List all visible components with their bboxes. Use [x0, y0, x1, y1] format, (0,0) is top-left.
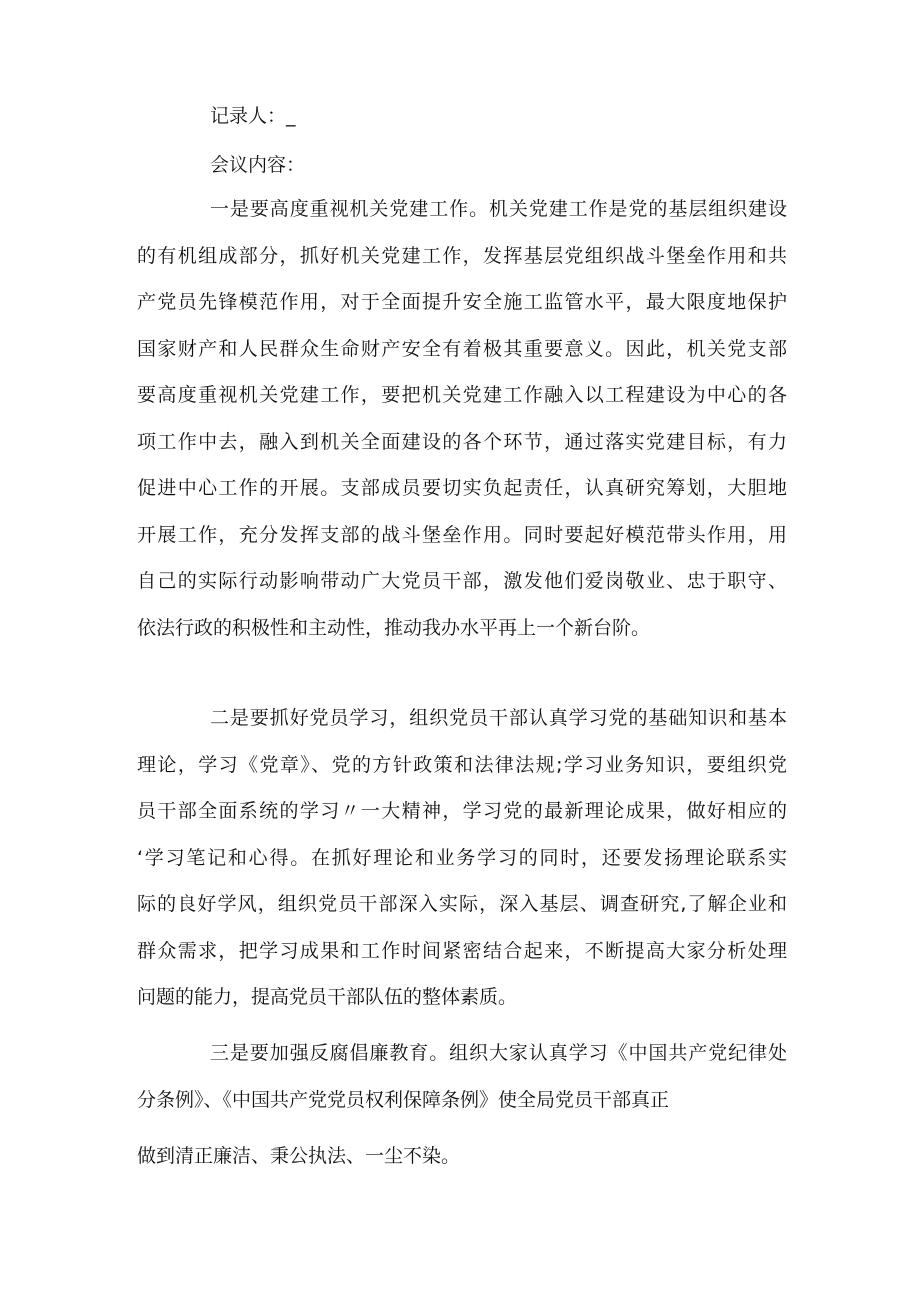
paragraph-line: 开展工作，充分发挥支部的战斗堡垒作用。同时要起好模范带头作用，用 — [137, 523, 787, 546]
paragraph-line: 一是要高度重视机关党建工作。机关党建工作是党的基层组织建设 — [210, 198, 787, 220]
paragraph-line: 要高度重视机关党建工作，要把机关党建工作融入以工程建设为中心的各 — [137, 384, 787, 406]
paragraph-line: 自己的实际行动影响带动广大党员干部，激发他们爱岗敬业、忠于职守、 — [137, 570, 787, 592]
paragraph-line: 三是要加强反腐倡廉教育。组织大家认真学习《中国共产党纪律处 — [210, 1042, 787, 1064]
paragraph-line: 促进中心工作的开展。支部成员要切实负起责任，认真研究筹划，大胆地 — [137, 477, 787, 499]
paragraph-line: 群众需求，把学习成果和工作时间紧密结合起来，不断提高大家分析处理 — [137, 939, 787, 962]
paragraph-line: 产党员先锋模范作用，对于全面提升安全施工监管水平，最大限度地保护 — [137, 291, 787, 313]
recorder-label: 记录人：_ — [210, 105, 296, 127]
paragraph-line: 国家财产和人民群众生命财产安全有着极其重要意义。因此，机关党支部 — [137, 337, 787, 360]
paragraph-line: 项工作中去，融入到机关全面建设的各个环节，通过落实党建目标，有力 — [137, 430, 787, 453]
paragraph-line: 做到清正廉洁、秉公执法、一尘不染。 — [137, 1145, 461, 1167]
paragraph-1 — [137, 186, 787, 651]
paragraph-3-continuation — [137, 1133, 787, 1180]
paragraph-line: ‘学习笔记和心得。在抓好理论和业务学习的同时，还要发扬理论联系实 — [137, 846, 787, 869]
paragraph-line: 理论，学习《党章》、党的方针政策和法律法规;学习业务知识，要组织党 — [137, 753, 787, 776]
paragraph-line: 的有机组成部分，抓好机关党建工作，发挥基层党组织战斗堡垒作用和共 — [137, 244, 787, 267]
paragraph-line: 际的良好学风，组织党员干部深入实际，深入基层、调查研究,了解企业和 — [137, 893, 787, 915]
paragraph-3 — [137, 1030, 787, 1123]
paragraph-line: 二是要抓好党员学习，组织党员干部认真学习党的基础知识和基本 — [210, 707, 787, 729]
paragraph-2 — [137, 695, 787, 1021]
meeting-content-label: 会议内容： — [210, 154, 306, 176]
paragraph-line: 员干部全面系统的学习〃一大精神，学习党的最新理论成果，做好相应的 — [137, 800, 787, 822]
paragraph-line: 问题的能力，提高党员干部队伍的整体素质。 — [137, 986, 518, 1008]
paragraph-line: 依法行政的积极性和主动性，推动我办水平再上一个新台阶。 — [137, 616, 651, 639]
paragraph-line: 分条例》、《中国共产党党员权利保障条例》使全局党员干部真正 — [137, 1088, 670, 1111]
